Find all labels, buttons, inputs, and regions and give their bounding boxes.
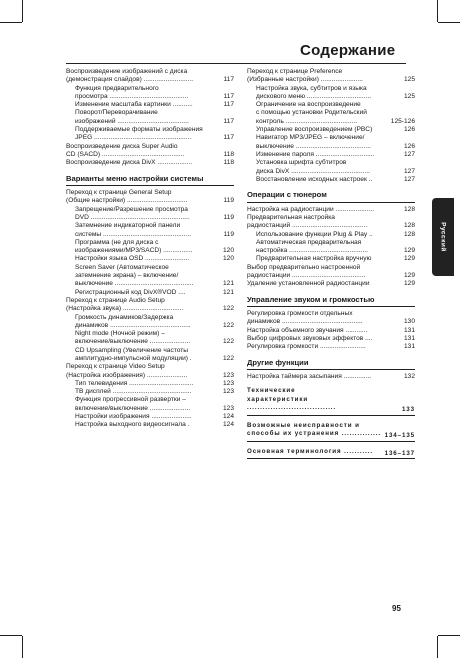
toc-entry-text: Выбор цифровых звуковых эффектов .... bbox=[247, 335, 373, 343]
toc-page-number: 119 bbox=[223, 197, 234, 205]
toc-entry bbox=[247, 335, 415, 343]
toc-page-number: 129 bbox=[403, 272, 415, 280]
toc-entry-text: Регулировка громкости ......................... bbox=[247, 343, 366, 351]
toc-entry-text: (Общие настройки) ................................. bbox=[66, 197, 188, 205]
toc-entry-text: Восстановление исходных настроек .. bbox=[256, 175, 373, 183]
toc-entry-text: Технические bbox=[247, 387, 296, 395]
toc-entry-text: Установка шрифта субтитров bbox=[256, 159, 347, 167]
toc-entry-text: способы их устранения ............... bbox=[247, 430, 382, 438]
toc-entry-text: радиостанции ........................................ bbox=[247, 272, 366, 280]
toc-entry-text: характеристики .................................. bbox=[247, 395, 337, 412]
toc-entry-text: Программа (не для диска с bbox=[75, 238, 159, 246]
toc-page-number: 123 bbox=[222, 388, 234, 396]
toc-entry-text: включение/выключение ...................... bbox=[75, 404, 191, 412]
toc-page-number: 131 bbox=[403, 326, 415, 334]
crop-mark-bottom-left-h bbox=[0, 635, 22, 636]
toc-entry-text: Переход к странице Preference bbox=[247, 68, 343, 75]
toc-entry bbox=[66, 239, 234, 256]
toc-page-number: 129 bbox=[403, 255, 415, 263]
crop-mark-bottom-right-h bbox=[438, 635, 460, 636]
toc-entry bbox=[66, 380, 234, 388]
toc-entry-text: Выбор предварительно настроенной bbox=[247, 263, 361, 271]
toc-entry-text: Настройка таймера засыпания ............... bbox=[247, 373, 372, 381]
toc-page-number: 126 bbox=[403, 126, 415, 134]
toc-section-entry bbox=[247, 422, 415, 442]
toc-entry-text: (Настройка изображения) ...................... bbox=[66, 371, 188, 379]
toc-page-number: 117 bbox=[223, 76, 234, 84]
toc-page-number: 119 bbox=[223, 230, 234, 238]
toc-page-number: 120 bbox=[222, 247, 234, 255]
toc-entry bbox=[247, 206, 415, 214]
toc-entry-text: изображений ....................................... bbox=[75, 117, 189, 125]
toc-page-number: 117 bbox=[223, 101, 234, 109]
toc-entry bbox=[66, 289, 234, 297]
section-heading: Управление звуком и громкостью bbox=[247, 295, 415, 308]
toc-entry bbox=[247, 214, 415, 231]
toc-page-number: 126 bbox=[403, 142, 415, 150]
toc-entry-text: Настройки языка OSD ........................ bbox=[75, 255, 190, 263]
section-heading: Варианты меню настройки системы bbox=[66, 174, 234, 187]
toc-entry bbox=[247, 310, 415, 327]
title-rule bbox=[66, 63, 406, 64]
toc-page-number: 123 bbox=[222, 379, 234, 387]
toc-entry-text: Запрещение/Разрешение просмотра bbox=[75, 205, 188, 213]
toc-entry-text: Затемнение индикаторной панели bbox=[75, 222, 181, 230]
toc-page-number: 117 bbox=[223, 117, 234, 125]
toc-page-number: 127 bbox=[403, 150, 415, 158]
toc-page-number: 134–135 bbox=[384, 432, 415, 440]
toc-entry bbox=[247, 134, 415, 151]
toc-entry bbox=[66, 421, 234, 429]
toc-page-number: 122 bbox=[222, 338, 234, 346]
toc-entry bbox=[247, 239, 415, 256]
toc-entry-text: Переход к странице Video Setup bbox=[66, 363, 165, 371]
toc-entry-text: Предварительная настройка bbox=[247, 213, 335, 221]
crop-mark-top-left-h bbox=[0, 22, 22, 23]
toc-entry-text: Предварительная настройка вручную bbox=[256, 255, 372, 263]
toc-entry bbox=[66, 297, 234, 314]
toc-entry-text: CD Upsampling (Увеличение частоты bbox=[75, 346, 188, 354]
toc-page-number: 125 bbox=[403, 92, 415, 100]
toc-entry bbox=[247, 255, 415, 263]
toc-entry bbox=[66, 314, 234, 331]
toc-entry-text: DVD ...................................................... bbox=[75, 213, 190, 221]
toc-entry bbox=[247, 231, 415, 239]
toc-page-number: 127 bbox=[403, 167, 415, 175]
toc-entry bbox=[66, 189, 234, 206]
toc-entry-text: выключение ......................................... bbox=[256, 142, 371, 150]
toc-page-number: 127 bbox=[403, 175, 415, 183]
toc-entry bbox=[247, 101, 415, 126]
toc-entry-text: (Настройка звука) ................................. bbox=[66, 305, 184, 313]
toc-page-number: 133 bbox=[401, 406, 415, 414]
toc-entry-text: Функция прогрессивной развертки – bbox=[75, 396, 186, 404]
toc-entry bbox=[247, 85, 415, 102]
toc-entry-text: системы ................................................ bbox=[75, 230, 191, 238]
toc-page-number: 118 bbox=[223, 159, 234, 167]
language-tab-label: Русский bbox=[439, 222, 447, 252]
toc-entry-text: контроль ....................................... bbox=[256, 117, 358, 125]
page-number: 95 bbox=[392, 604, 401, 613]
toc-entry bbox=[66, 159, 234, 167]
toc-entry-text: затемнение экрана) – включение/ bbox=[75, 272, 179, 280]
toc-entry-text: JPEG ..................................................... bbox=[75, 134, 192, 142]
toc-entry-text: Night mode (Ночной режим) – bbox=[75, 330, 165, 338]
toc-entry-text: Управление воспроизведением (PBC) bbox=[256, 126, 373, 134]
page-title: Содержание bbox=[300, 42, 396, 59]
toc-page-number: 131 bbox=[403, 343, 415, 351]
toc-entry bbox=[247, 343, 415, 351]
toc-entry bbox=[66, 222, 234, 239]
toc-entry-text: Настройка звука, субтитров и языка bbox=[256, 84, 367, 92]
toc-page-number: 120 bbox=[222, 255, 234, 263]
toc-right-column bbox=[247, 68, 415, 462]
toc-entry-text: Переход к странице Audio Setup bbox=[66, 296, 165, 304]
crop-mark-top-left-v bbox=[22, 0, 23, 22]
toc-entry-text: Регулировка громкости отдельных bbox=[247, 310, 353, 318]
toc-entry-text: Возможные неисправности и bbox=[247, 421, 360, 429]
toc-section-entry bbox=[247, 387, 415, 416]
toc-page-number: 124 bbox=[222, 413, 234, 421]
toc-page-number: 122 bbox=[222, 321, 234, 329]
toc-entry bbox=[66, 101, 234, 109]
toc-entry-text: (демонстрация слайдов) ........................... bbox=[66, 76, 194, 84]
toc-entry-text: Изменение пароля ................................ bbox=[256, 150, 375, 158]
toc-page-number: 125-126 bbox=[390, 117, 415, 125]
toc-entry bbox=[66, 363, 234, 380]
crop-mark-top-right-h bbox=[438, 22, 460, 23]
toc-page-number: 118 bbox=[223, 150, 234, 158]
toc-entry-text: с помощью установки Родительский bbox=[256, 109, 367, 117]
toc-entry-text: Переход к странице General Setup bbox=[66, 189, 172, 197]
toc-entry-text: Поворот/Переворачивание bbox=[75, 109, 158, 117]
toc-entry-text: Ограничение на воспроизведение bbox=[256, 101, 361, 109]
toc-entry-text: динамиков ............................................ bbox=[75, 321, 191, 329]
toc-page-number: 124 bbox=[222, 421, 234, 429]
toc-page-number: 129 bbox=[403, 247, 415, 255]
crop-mark-bottom-left-v bbox=[22, 636, 23, 658]
toc-entry-text: Основная терминология ........... bbox=[247, 447, 373, 455]
toc-entry-text: Воспроизведение диска Super Audio bbox=[66, 142, 178, 150]
section-heading: Операции с тюнером bbox=[247, 190, 415, 203]
toc-entry bbox=[66, 68, 234, 85]
toc-entry-text: Поддерживаемые форматы изображения bbox=[75, 126, 203, 134]
toc-entry-text: настройка ........................................... bbox=[256, 247, 368, 255]
toc-entry bbox=[247, 68, 415, 85]
toc-entry-text: Настройка выходного видеосигнала . bbox=[75, 421, 190, 429]
toc-entry bbox=[247, 327, 415, 335]
toc-entry-text: Функция предварительного bbox=[75, 84, 159, 92]
toc-entry-text: Удаление установленной радиостанции bbox=[247, 280, 370, 288]
toc-page-number: 123 bbox=[222, 371, 234, 379]
toc-entry-text: Воспроизведение диска DivX ................... bbox=[66, 159, 193, 167]
toc-page-number: 121 bbox=[222, 288, 234, 296]
toc-entry-text: просмотра ........................................... bbox=[75, 92, 189, 100]
toc-entry bbox=[66, 109, 234, 126]
toc-page-number: 119 bbox=[223, 213, 234, 221]
toc-page-number: 128 bbox=[403, 222, 415, 230]
language-tab bbox=[432, 198, 454, 276]
toc-entry-text: радиостанций ......................................... bbox=[247, 222, 368, 230]
toc-entry-text: CD (SACD) ............................................. bbox=[66, 150, 185, 158]
toc-entry-text: выключение ........................................... bbox=[75, 280, 194, 288]
toc-page-number: 117 bbox=[223, 134, 234, 142]
toc-entry bbox=[66, 206, 234, 223]
toc-page-number: 128 bbox=[403, 205, 415, 213]
toc-entry-text: (Избранные настройки) ....................... bbox=[247, 76, 363, 84]
toc-entry bbox=[247, 373, 415, 381]
toc-entry-text: ТВ дисплей ........................................... bbox=[75, 388, 192, 396]
toc-entry-text: Screen Saver (Автоматическое bbox=[75, 263, 169, 271]
toc-entry-text: Настройка объемного звучания ............ bbox=[247, 326, 368, 334]
toc-entry bbox=[247, 126, 415, 134]
toc-page-number: 117 bbox=[223, 92, 234, 100]
toc-page-number: 128 bbox=[403, 230, 415, 238]
toc-entry-text: Навигатор MP3/JPEG – включение/ bbox=[256, 134, 365, 142]
toc-entry-text: Изменение масштаба картинки ........... bbox=[75, 101, 193, 109]
toc-page-number: 123 bbox=[222, 404, 234, 412]
toc-page-number: 129 bbox=[403, 280, 415, 288]
toc-entry-text: динамиков ............................................ bbox=[247, 318, 363, 326]
toc-page-number: 122 bbox=[222, 305, 234, 313]
toc-entry-text: Громкость динамиков/Задержка bbox=[75, 313, 174, 321]
toc-page-number: 131 bbox=[403, 335, 415, 343]
toc-entry bbox=[66, 264, 234, 289]
toc-page-number: 136–137 bbox=[384, 449, 415, 457]
toc-entry-text: амплитудно-импульсной модуляции) . bbox=[75, 355, 192, 362]
toc-entry bbox=[66, 330, 234, 347]
toc-page-number: 132 bbox=[403, 373, 415, 381]
toc-entry-text: Настройка на радиостанции ..................... bbox=[247, 205, 374, 213]
toc-entry bbox=[66, 126, 234, 143]
toc-entry-text: Настройки изображения ...................... bbox=[75, 413, 192, 421]
crop-mark-bottom-right-v bbox=[437, 636, 438, 658]
toc-entry bbox=[66, 143, 234, 160]
toc-page-number: 130 bbox=[403, 318, 415, 326]
toc-section-entry bbox=[247, 448, 415, 460]
toc-entry-text: Воспроизведение изображений с диска bbox=[66, 68, 188, 75]
toc-entry-text: включение/выключение ...................... bbox=[75, 338, 191, 346]
toc-entry-text: Автоматическая предварительная bbox=[256, 238, 362, 246]
toc-entry-text: Тип телевидения ................................... bbox=[75, 379, 194, 387]
toc-page-number: 122 bbox=[222, 355, 234, 362]
toc-entry-text: диска DivX ........................................... bbox=[256, 167, 370, 175]
toc-entry-text: Регистрационный код DivX®VOD .... bbox=[75, 288, 186, 296]
toc-entry bbox=[66, 255, 234, 263]
toc-entry-text: дискового меню ................................... bbox=[256, 92, 372, 100]
toc-entry-text: изображениями/MP3/SACD) ................ bbox=[75, 247, 193, 255]
toc-entry bbox=[247, 280, 415, 288]
toc-page-number: 121 bbox=[222, 280, 234, 288]
toc-entry bbox=[247, 264, 415, 281]
toc-entry bbox=[247, 176, 415, 184]
toc-entry bbox=[66, 85, 234, 102]
crop-mark-top-right-v bbox=[437, 0, 438, 22]
toc-entry bbox=[66, 347, 234, 364]
toc-page-number: 125 bbox=[403, 76, 415, 84]
toc-entry-text: Использование функции Plug & Play .. bbox=[256, 230, 373, 238]
toc-entry bbox=[66, 396, 234, 413]
section-heading: Другие функции bbox=[247, 358, 415, 371]
toc-left-column bbox=[66, 68, 234, 430]
toc-entry bbox=[247, 159, 415, 176]
